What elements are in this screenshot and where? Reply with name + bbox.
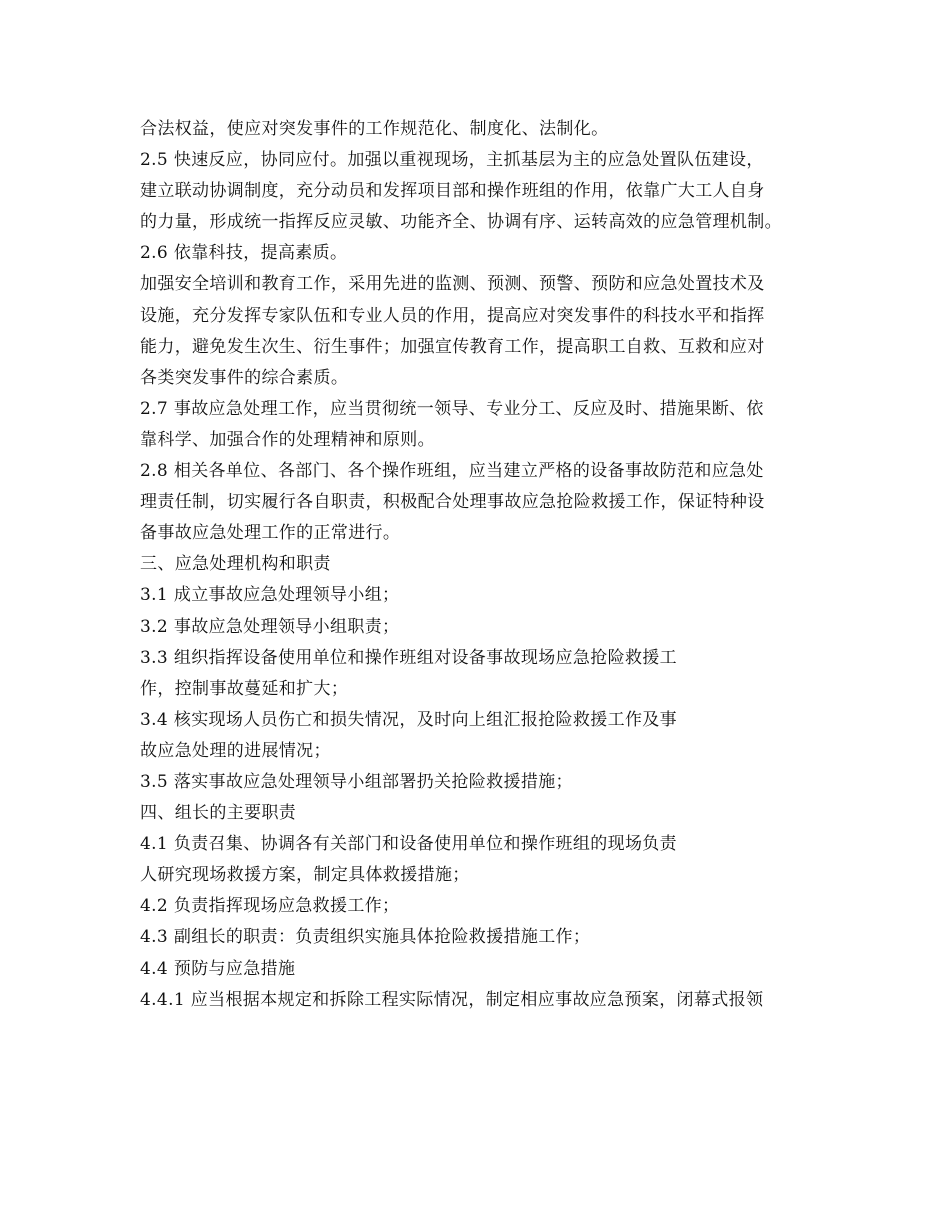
text-line: 靠科学、加强合作的处理精神和原则。	[140, 429, 435, 450]
text-line: 设施，充分发挥专家队伍和专业人员的作用，提高应对突发事件的科技水平和指挥	[140, 305, 765, 326]
text-line: 人研究现场救援方案，制定具体救援措施；	[140, 865, 470, 886]
text-line: 各类突发事件的综合素质。	[140, 367, 349, 388]
text-line: 作，控制事故蔓延和扩大；	[140, 678, 349, 699]
text-line: 3.1 成立事故应急处理领导小组；	[140, 585, 400, 606]
text-line: 加强安全培训和教育工作，采用先进的监测、预测、预警、预防和应急处置技术及	[140, 274, 765, 295]
text-line: 3.2 事故应急处理领导小组职责；	[140, 616, 400, 637]
text-line: 的力量，形成统一指挥反应灵敏、功能齐全、协调有序、运转高效的应急管理机制。	[140, 212, 782, 233]
text-line: 2.8 相关各单位、各部门、各个操作班组，应当建立严格的设备事故防范和应急处	[140, 461, 764, 482]
text-line: 4.4.1 应当根据本规定和拆除工程实际情况，制定相应事故应急预案，闭幕式报领	[140, 989, 764, 1010]
text-line: 合法权益，使应对突发事件的工作规范化、制度化、法制化。	[140, 119, 609, 139]
text-line: 故应急处理的进展情况；	[140, 740, 331, 761]
text-line: 3.4 核实现场人员伤亡和损失情况，及时向上组汇报抢险救援工作及事	[140, 709, 677, 730]
section-heading: 2.6 依靠科技，提高素质。	[140, 243, 348, 264]
section-heading: 四、组长的主要职责	[140, 803, 297, 824]
text-line: 4.3 副组长的职责：负责组织实施具体抢险救援措施工作；	[140, 927, 591, 948]
text-line: 2.7 事故应急处理工作，应当贯彻统一领导、专业分工、反应及时、措施果断、依	[140, 398, 764, 419]
section-heading: 三、应急处理机构和职责	[140, 554, 331, 575]
text-line: 4.2 负责指挥现场应急救援工作；	[140, 896, 400, 917]
text-line: 建立联动协调制度，充分动员和发挥项目部和操作班组的作用，依靠广大工人自身	[140, 181, 765, 202]
text-line: 备事故应急处理工作的正常进行。	[140, 523, 401, 544]
text-line: 2.5 快速反应，协同应付。加强以重视现场，主抓基层为主的应急处置队伍建设，	[140, 150, 764, 171]
document-body	[140, 114, 830, 1016]
text-line: 4.4 预防与应急措施	[140, 958, 296, 979]
text-line: 3.3 组织指挥设备使用单位和操作班组对设备事故现场应急抢险救援工	[140, 647, 677, 668]
text-line: 能力，避免发生次生、衍生事件；加强宣传教育工作，提高职工自救、互救和应对	[140, 336, 765, 357]
text-line: 3.5 落实事故应急处理领导小组部署扔关抢险救援措施；	[140, 771, 573, 792]
text-line: 理责任制，切实履行各自职责，积极配合处理事故应急抢险救援工作，保证特种设	[140, 492, 765, 513]
text-line: 4.1 负责召集、协调各有关部门和设备使用单位和操作班组的现场负责	[140, 834, 677, 855]
